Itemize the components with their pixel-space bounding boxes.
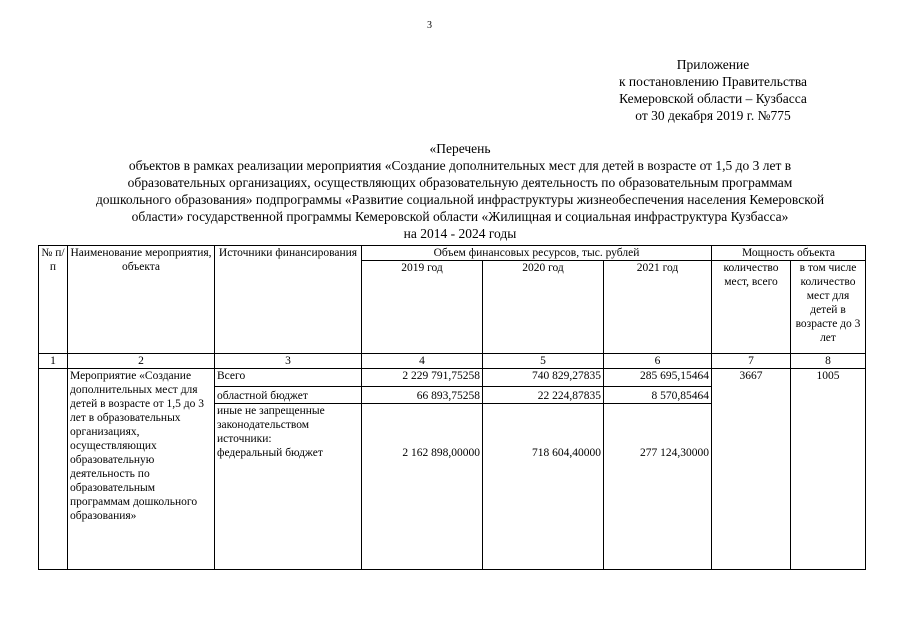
value-federal-2020: 718 604,40000 [532,447,601,459]
appendix-line-3: Кемеровской области – Кузбасса [619,91,807,106]
header-places-under3: в том числе количество мест для детей в возрасте до 3 лет [791,261,866,354]
header-row-1 [39,246,866,261]
col-number: 7 [712,354,791,369]
header-num: № п/п [39,246,68,354]
source-other-note: иные не запрещенные законодательством источники: [217,405,325,445]
col-number: 8 [791,354,866,369]
value-federal-2019: 2 162 898,00000 [402,447,480,459]
col-number: 4 [362,354,483,369]
value-federal-2021-cell [604,404,712,570]
table-row [39,369,866,387]
source-federal-cell [215,404,362,570]
value-total-2020: 740 829,27835 [483,369,604,387]
header-2019: 2019 год [362,261,483,354]
value-federal-2020-cell [483,404,604,570]
value-federal-2021: 277 124,30000 [640,447,709,459]
col-number: 2 [68,354,215,369]
value-total-2019: 2 229 791,75258 [362,369,483,387]
header-2021: 2021 год [604,261,712,354]
heading-line-2: объектов в рамках реализации мероприятия «Создание дополнительных мест для детей в возрасте от 1,5 до 3 лет в [128,158,792,173]
value-regional-2020: 22 224,87835 [483,387,604,404]
appendix-line-1: Приложение [676,57,750,72]
appendix-line-4: от 30 декабря 2019 г. №775 [635,108,791,123]
column-numbers-row [39,354,866,369]
header-2020: 2020 год [483,261,604,354]
places-under3-value: 1005 [791,369,866,570]
source-regional: областной бюджет [215,387,362,404]
value-federal-2019-cell [362,404,483,570]
source-total: Всего [215,369,362,387]
appendix-block [593,56,833,124]
objects-table [38,245,866,570]
col-number: 5 [483,354,604,369]
heading-line-3: образовательных организациях, осуществляющих образовательную деятельность по образовательным программам [127,175,793,190]
value-regional-2019: 66 893,75258 [362,387,483,404]
heading-line-4: дошкольного образования» подпрограммы «Развитие социальной инфраструктуры жизнеобеспечения населения Кемеровской [95,192,825,207]
header-capacity-group: Мощность объекта [712,246,866,261]
header-name: Наименование мероприятия, объекта [68,246,215,354]
page-number: 3 [427,20,432,31]
col-number: 6 [604,354,712,369]
heading-line-5: области» государственной программы Кемеровской области «Жилищная и социальная инфраструктура Кузбасса» [131,209,789,224]
header-volume-group: Объем финансовых ресурсов, тыс. рублей [362,246,712,261]
header-sources: Источники финансирования [215,246,362,354]
col-number: 1 [39,354,68,369]
appendix-line-2: к постановлению Правительства [618,74,808,89]
heading-line-1: «Перечень [429,141,491,156]
header-places-total: количество мест, всего [712,261,791,354]
document-heading [28,140,892,242]
source-federal: федеральный бюджет [217,447,323,459]
heading-line-6: на 2014 - 2024 годы [403,226,517,241]
row-num-cell [39,369,68,570]
value-regional-2021: 8 570,85464 [604,387,712,404]
col-number: 3 [215,354,362,369]
places-total-value: 3667 [712,369,791,570]
value-total-2021: 285 695,15464 [604,369,712,387]
activity-name: Мероприятие «Создание дополнительных мест для детей в возрасте от 1,5 до 3 лет в образовательных организациях, осуществляющих образовательную деятельность по образовательным программам дошкольного образования» [68,369,215,570]
